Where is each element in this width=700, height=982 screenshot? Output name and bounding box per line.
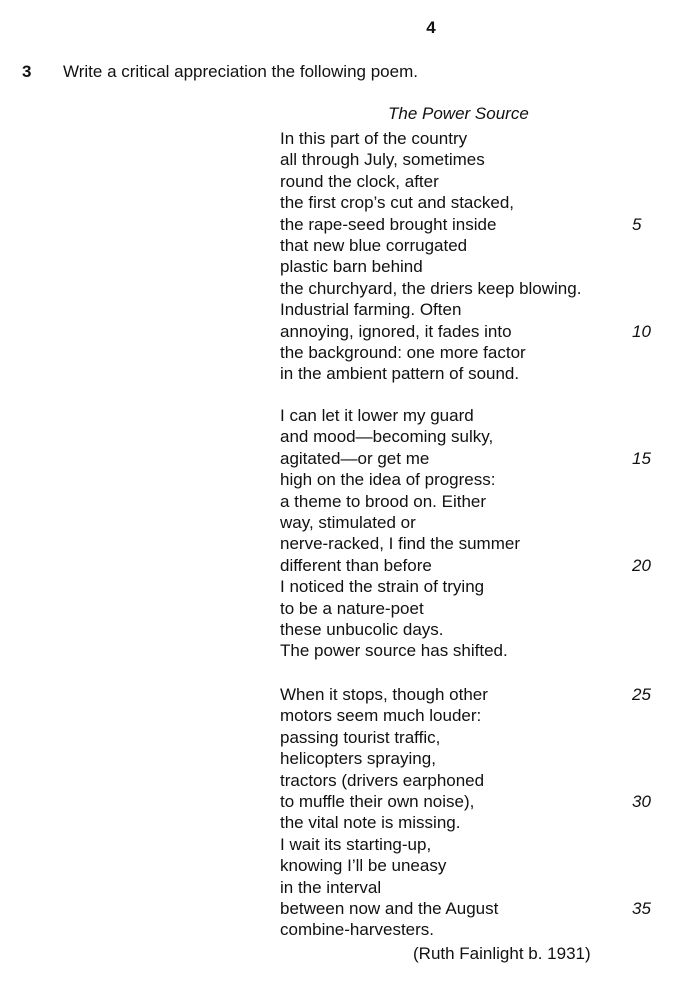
line-text: agitated—or get me — [280, 448, 430, 468]
line-text: tractors (drivers earphoned — [280, 770, 485, 790]
poem-line — [280, 855, 660, 876]
poem-line — [280, 619, 660, 640]
poem-line — [280, 363, 660, 384]
line-number: 15 — [632, 448, 651, 468]
line-text: way, stimulated or — [280, 512, 416, 532]
line-text: I wait its starting-up, — [280, 834, 432, 854]
line-number: 5 — [632, 214, 642, 234]
line-text: knowing I’ll be uneasy — [280, 856, 447, 876]
poem-line — [280, 533, 660, 554]
poem-line — [280, 598, 660, 619]
line-text: in the ambient pattern of sound. — [280, 364, 520, 384]
line-text: motors seem much louder: — [280, 706, 482, 726]
poem-line — [280, 877, 660, 898]
poem-line — [280, 705, 660, 726]
line-text: nerve-racked, I find the summer — [280, 534, 520, 554]
line-text: Industrial farming. Often — [280, 300, 462, 320]
poem-line — [280, 555, 660, 576]
poem-line — [280, 278, 660, 299]
line-text: the rape-seed brought inside — [280, 214, 497, 234]
poem-line — [280, 770, 660, 791]
poem-line — [280, 898, 660, 919]
line-text: these unbucolic days. — [280, 619, 444, 639]
line-text: that new blue corrugated — [280, 235, 468, 255]
line-text: in the interval — [280, 877, 382, 897]
stanza-2 — [280, 405, 660, 662]
poem-attribution: (Ruth Fainlight b. 1931) — [413, 944, 591, 963]
line-text: a theme to brood on. Either — [280, 491, 487, 511]
poem-line — [280, 256, 660, 277]
line-text: the background: one more factor — [280, 342, 526, 362]
line-text: passing tourist traffic, — [280, 727, 441, 747]
line-number: 10 — [632, 321, 651, 341]
line-text: the churchyard, the driers keep blowing. — [280, 278, 582, 298]
line-text: When it stops, though other — [280, 685, 488, 704]
line-number: 30 — [632, 791, 651, 811]
line-text: annoying, ignored, it fades into — [280, 321, 512, 341]
line-text: combine-harvesters. — [280, 920, 435, 940]
poem-line — [280, 299, 660, 320]
question-number: 3 — [22, 62, 32, 81]
line-text: between now and the August — [280, 898, 499, 918]
line-number: 35 — [632, 898, 651, 918]
line-text: the first crop’s cut and stacked, — [280, 193, 515, 213]
poem-line — [280, 684, 660, 705]
line-text: the vital note is missing. — [280, 813, 461, 833]
line-number: 20 — [632, 555, 651, 575]
poem-line — [280, 640, 660, 661]
line-text: all through July, sometimes — [280, 150, 485, 170]
poem-line — [280, 748, 660, 769]
line-text: round the clock, after — [280, 171, 439, 191]
line-text: I can let it lower my guard — [280, 406, 474, 425]
question-prompt: Write a critical appreciation the following poem. — [63, 62, 418, 81]
line-text: to be a nature-poet — [280, 598, 424, 618]
line-text: In this part of the country — [280, 129, 468, 148]
poem-line — [280, 791, 660, 812]
poem-line — [280, 448, 660, 469]
line-text: plastic barn behind — [280, 257, 423, 277]
line-text: helicopters spraying, — [280, 749, 436, 769]
poem-line — [280, 919, 660, 940]
line-text: high on the idea of progress: — [280, 470, 496, 490]
poem-line — [280, 469, 660, 490]
poem-line — [280, 128, 660, 149]
poem-line — [280, 812, 660, 833]
line-text: different than before — [280, 555, 432, 575]
poem-line — [280, 405, 660, 426]
poem-line — [280, 235, 660, 256]
poem-line — [280, 149, 660, 170]
line-text: I noticed the strain of trying — [280, 577, 485, 597]
poem-line — [280, 214, 660, 235]
line-number: 25 — [632, 685, 651, 704]
poem-line — [280, 426, 660, 447]
poem-line — [280, 727, 660, 748]
line-text: to muffle their own noise), — [280, 791, 475, 811]
poem-line — [280, 171, 660, 192]
poem-line — [280, 321, 660, 342]
line-text: and mood—becoming sulky, — [280, 427, 494, 447]
line-text: The power source has shifted. — [280, 641, 508, 661]
poem-line — [280, 192, 660, 213]
poem-line — [280, 342, 660, 363]
stanza-3 — [280, 684, 660, 941]
stanza-1 — [280, 128, 660, 385]
poem-line — [280, 512, 660, 533]
page-number: 4 — [426, 18, 436, 37]
poem-line — [280, 576, 660, 597]
poem-line — [280, 491, 660, 512]
poem-title: The Power Source — [388, 104, 529, 123]
poem-line — [280, 834, 660, 855]
